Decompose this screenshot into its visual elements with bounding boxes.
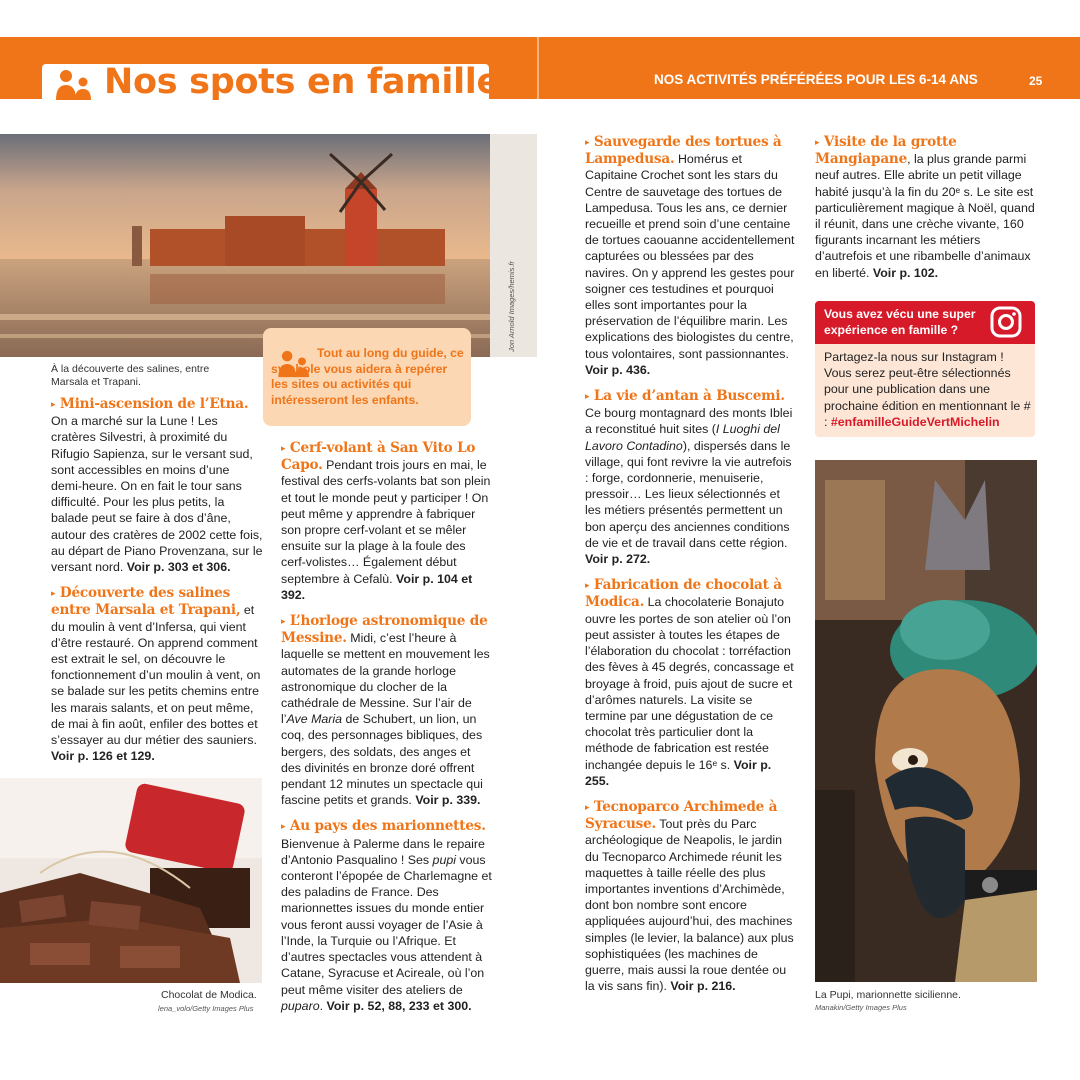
article-title: Mini-ascension de l’Etna. <box>59 396 249 412</box>
instagram-hashtag[interactable]: #enfamilleGuideVertMichelin <box>830 414 1000 429</box>
salines-photo-credit: Jon Arnold Images/hemis.fr <box>507 260 516 352</box>
page-ref: Voir p. 104 et 392. <box>281 571 473 602</box>
family-icon <box>56 69 94 101</box>
pupi-photo-caption: La Pupi, marionnette sicilienne. <box>815 989 961 1001</box>
article-cerf-volant: ▸ Cerf-volant à San Vito Lo Capo. Pendant trois jours en mai, le festival des cerfs-volants bat son plein et tout le monde peut y participer ! On peut même y apprendre à fabriquer son propre cerf-volant et se mêler ensuite sur la plage à la foule des cerf-volistes… Également début septembre à Cefalù. Voir p. 104 et 392. <box>281 440 491 602</box>
column-2 <box>281 440 493 1020</box>
article-tortues: ▸ Sauvegarde des tortues à Lampedusa. Homérus et Capitaine Crochet sont les stars du Centre de sauvetage des tortues de Lampedusa. Tous les ans, ce dernier recueille et prend soin d’une centaine de tortues caouanne accidentellement capturées ou blessées par des navires. On y apprend les gestes pour soigner ces testudines et pourquoi elles sont importantes pour la préservation de l’équilibre marin. Les explications des biologistes du centre, tous volontaires, sont passionnantes. Voir p. 436. <box>585 134 795 377</box>
article-marionnettes: ▸ Au pays des marionnettes. Bienvenue à Palerme dans le repaire d’Antonio Pasqualino ! Ses pupi vous conteront l’épopée de Charlemagne et des paladins de France. Des marionnettes issues du monde entier vous feront aussi voyager de l’Asie à l’Inde, la Turquie ou l’Afrique. Et d’autres spectacles vous attendent à Catane, Syracuse et Acireale, où l’on peut même visiter des ateliers de puparo. Voir p. 52, 88, 233 et 300. <box>281 818 492 1013</box>
section-title: Nos spots en famille <box>104 62 500 102</box>
article-title: L’horloge astronomique de Messine. <box>281 613 488 647</box>
page-ref: Voir p. 102. <box>872 265 939 280</box>
column-3 <box>585 134 797 1000</box>
page-ref: Voir p. 436. <box>585 362 651 377</box>
article-grotte: ▸ Visite de la grotte Mangiapane, la plus grande parmi neuf autres. Elle abrite un petit village habité jusqu’à la fin du 20ᵉ s. Le site est particulièrement magique à Noël, quand il réunit, dans une crèche vivante, 160 figurants incarnant les métiers d’autrefois et une ribambelle d’animaux en liberté. Voir p. 102. <box>815 134 1035 280</box>
page-ref: Voir p. 272. <box>585 552 651 567</box>
instagram-icon[interactable] <box>990 306 1022 338</box>
article-title: Visite de la grotte Mangiapane <box>815 134 957 168</box>
article-title: Découverte des salines entre Marsala et Trapani, <box>51 585 241 619</box>
page-gutter <box>537 37 539 99</box>
column-4 <box>815 134 1037 287</box>
article-etna: ▸ Mini-ascension de l’Etna. On a marché sur la Lune ! Les cratères Silvestri, à proximité du Rifugio Sapienza, sur le versant sud, sont accessibles en moins d’une demi-heure. On en fait le tour sans difficulté. Pour les plus petits, la balade peut se faire à dos d’âne, autour des cratères de 2002 cette fois, au départ de Piano Provenzana, sur le versant nord. Voir p. 303 et 306. <box>51 396 263 575</box>
page-ref: Voir p. 303 et 306. <box>126 560 231 575</box>
article-title: Cerf-volant à San Vito Lo Capo. <box>281 440 476 474</box>
pupi-photo-credit: Manakin/Getty Images Plus <box>815 1003 907 1012</box>
page-ref: Voir p. 126 et 129. <box>51 749 155 764</box>
instagram-box-title: Vous avez vécu une super expérience en famille ? <box>824 307 976 337</box>
article-title: Au pays des marionnettes. <box>289 818 486 835</box>
article-title: Tecnoparco Archimede à Syracuse. <box>585 798 778 833</box>
chocolat-photo-credit: lena_volo/Getty Images Plus <box>158 1004 254 1013</box>
chocolat-photo <box>0 778 262 983</box>
page-ref: Voir p. 255. <box>585 757 772 788</box>
pupi-photo <box>815 460 1037 982</box>
column-1 <box>51 396 263 770</box>
chocolat-photo-caption: Chocolat de Modica. <box>161 989 257 1001</box>
article-salines: ▸ Découverte des salines entre Marsala et Trapani, et du moulin à vent d’Infersa, qui vient d’être restauré. On apprend comment est extrait le sel, on découvre le fonctionnement d’un moulin à vent, on se balade sur les petits chemins entre les marais salants, et on peut même, de mai à fin août, enfiler des bottes et s’essayer au dur métier des sauniers. Voir p. 126 et 129. <box>51 585 261 764</box>
article-title: La vie d’antan à Buscemi. <box>593 388 785 405</box>
page-ref: Voir p. 216. <box>670 979 736 994</box>
salines-photo-caption: À la découverte des salines, entre Marsala et Trapani. <box>51 363 210 388</box>
instagram-box-text: Partagez-la nous sur Instagram ! Vous serez peut-être sélectionnés pour une publication dans une prochaine édition en mentionnant le # : #enfamilleGuideVertMichelin <box>824 350 1031 429</box>
page-ref: Voir p. 52, 88, 233 et 300. <box>326 998 472 1013</box>
salines-photo <box>0 134 537 357</box>
article-chocolat: ▸ Fabrication de chocolat à Modica. La chocolaterie Bonajuto ouvre les portes de son atelier où l’on peut assister à toutes les étapes de l’élaboration du chocolat : torréfaction des fèves à 45 degrés, concassage et broyage à froid, puis ajout de sucre et d’arômes naturels. La visite se termine par une dégustation de ce chocolat très particulier dont la méthode de fabrication est restée inchangée depuis le 16ᵉ s. Voir p. 255. <box>585 577 794 788</box>
article-title: Sauvegarde des tortues à Lampedusa. <box>585 134 782 168</box>
article-tecnoparco: ▸ Tecnoparco Archimede à Syracuse. Tout près du Parc archéologique de Neapolis, le jardin du Tecnoparco Archimede réunit les maquettes à taille réelle des plus importantes inventions d’Archimède, dont bon nombre sont encore appliquées aujourd’hui, des machines simples (le levier, la balance) aux plus sophistiquées (les machines de guerre, mais aussi la roue dentée ou la vis sans fin). Voir p. 216. <box>585 798 794 994</box>
article-horloge: ▸ L’horloge astronomique de Messine. Midi, c’est l’heure à laquelle se mettent en mouvement les automates de la grande horloge astronomique du clocher de la cathédrale de Messine. Sur l’air de l’Ave Maria de Schubert, un lion, un coq, des personnages bibliques, des bergers, des soldats, des anges et des divinités en bronze doré offrent pendant 12 minutes un spectacle qui fascine petits et grands. Voir p. 339. <box>281 613 490 808</box>
page-ref: Voir p. 339. <box>415 793 481 808</box>
page-number: 25 <box>1029 74 1043 88</box>
article-title: Fabrication de chocolat à Modica. <box>585 577 782 611</box>
tip-text: Tout au long du guide, ce symbole vous aidera à repérer les sites ou activités qui intéresseront les enfants. <box>271 346 464 407</box>
running-header: NOS ACTIVITÉS PRÉFÉRÉES POUR LES 6-14 ANS <box>654 72 978 87</box>
article-buscemi: ▸ La vie d’antan à Buscemi. Ce bourg montagnard des monts Iblei a reconstitué huit sites (I Luoghi del Lavoro Contadino), dispersés dans le village, qui font revivre la vie autrefois : forge, cordonnerie, menuiserie, pressoir… Les lieux sélectionnés et les métiers présentés permettent un bon aperçu des anciennes conditions de vie et de travail dans cette région. Voir p. 272. <box>585 388 793 567</box>
